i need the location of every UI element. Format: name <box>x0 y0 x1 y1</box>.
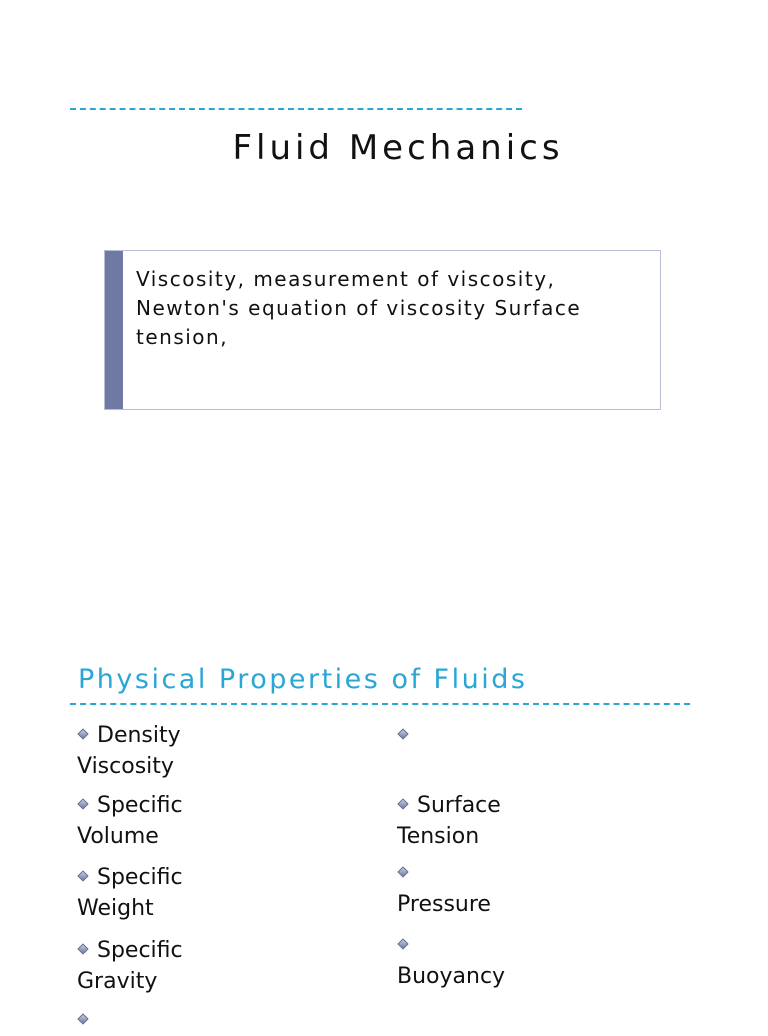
list-item-empty <box>77 1005 227 1036</box>
section-title: Physical Properties of Fluids <box>78 664 528 695</box>
list-item-text: Viscosity <box>77 754 174 779</box>
list-item-text: Specific <box>97 865 183 890</box>
topics-accent-bar <box>105 251 123 409</box>
list-item-text: Density <box>97 723 181 748</box>
slide-top-dashed-rule <box>70 108 522 110</box>
list-item-text: Buoyancy <box>397 964 506 989</box>
diamond-bullet-icon <box>77 728 89 740</box>
list-item-text: Tension <box>397 824 480 849</box>
list-item-specific-weight <box>77 862 227 924</box>
diamond-bullet-icon <box>397 728 409 740</box>
section-dashed-rule <box>70 703 690 705</box>
topics-box <box>104 250 661 410</box>
diamond-bullet-icon <box>77 798 89 810</box>
diamond-bullet-icon <box>77 1013 89 1025</box>
list-item-surface-tension <box>397 790 547 852</box>
list-item-pressure <box>397 858 547 920</box>
list-item-text: Pressure <box>397 892 491 917</box>
list-item-text: Surface <box>417 793 501 818</box>
list-item-specific-volume <box>77 790 227 852</box>
diamond-bullet-icon <box>77 943 89 955</box>
diamond-bullet-icon <box>397 866 409 878</box>
page-title: Fluid Mechanics <box>232 128 564 168</box>
topics-text: Viscosity, measurement of viscosity, Newton's equation of viscosity Surface tension, <box>136 267 582 349</box>
list-item-text: Weight <box>77 896 154 921</box>
diamond-bullet-icon <box>77 870 89 882</box>
diamond-bullet-icon <box>397 798 409 810</box>
list-item-empty <box>397 720 547 751</box>
list-item-buoyancy <box>397 930 547 992</box>
list-item-text: Specific <box>97 793 183 818</box>
list-item-density <box>77 720 227 782</box>
diamond-bullet-icon <box>397 938 409 950</box>
list-item-specific-gravity <box>77 935 227 997</box>
list-item-text: Specific <box>97 938 183 963</box>
list-item-text: Volume <box>77 824 159 849</box>
list-item-text: Gravity <box>77 969 158 994</box>
